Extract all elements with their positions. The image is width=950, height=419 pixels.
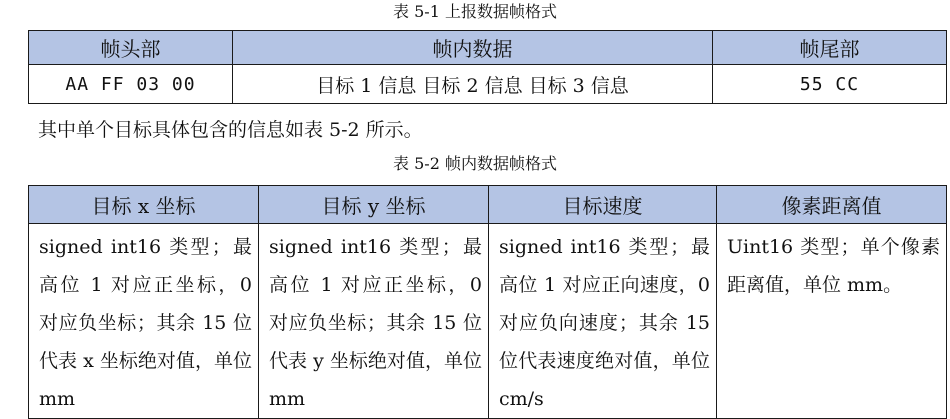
cell-frame-tail: 55 CC [713,65,947,104]
table-header-row [29,186,947,224]
body-paragraph: 其中单个目标具体包含的信息如表 5-2 所示。 [38,119,423,141]
cell-target-y: signed int16 类型；最高位 1 对应正坐标，0 对应负坐标；其余 15 位代表 y 坐标绝对值，单位 mm [259,224,489,419]
header-frame-tail: 帧尾部 [713,31,947,65]
cell-frame-data: 目标 1 信息 目标 2 信息 目标 3 信息 [233,65,713,104]
frame-data-format-table [28,185,947,419]
cell-target-speed: signed int16 类型；最高位 1 对应正向速度，0 对应负向速度；其余 15 位代表速度绝对值，单位 cm/s [489,224,717,419]
header-target-y: 目标 y 坐标 [259,186,489,224]
table-row [29,224,947,419]
cell-pixel-distance: Uint16 类型；单个像素距离值，单位 mm。 [717,224,947,419]
table-header-row [29,31,947,65]
header-frame-data: 帧内数据 [233,31,713,65]
header-frame-head: 帧头部 [29,31,233,65]
header-pixel-distance: 像素距离值 [717,186,947,224]
header-target-x: 目标 x 坐标 [29,186,259,224]
cell-target-x: signed int16 类型；最高位 1 对应正坐标，0 对应负坐标；其余 15 位代表 x 坐标绝对值，单位 mm [29,224,259,419]
report-frame-format-table [28,30,947,104]
table-row [29,65,947,104]
table-5-1-caption: 表 5-1 上报数据帧格式 [393,2,557,21]
table-5-2-caption: 表 5-2 帧内数据帧格式 [393,154,557,173]
cell-frame-head: AA FF 03 00 [29,65,233,104]
header-target-speed: 目标速度 [489,186,717,224]
